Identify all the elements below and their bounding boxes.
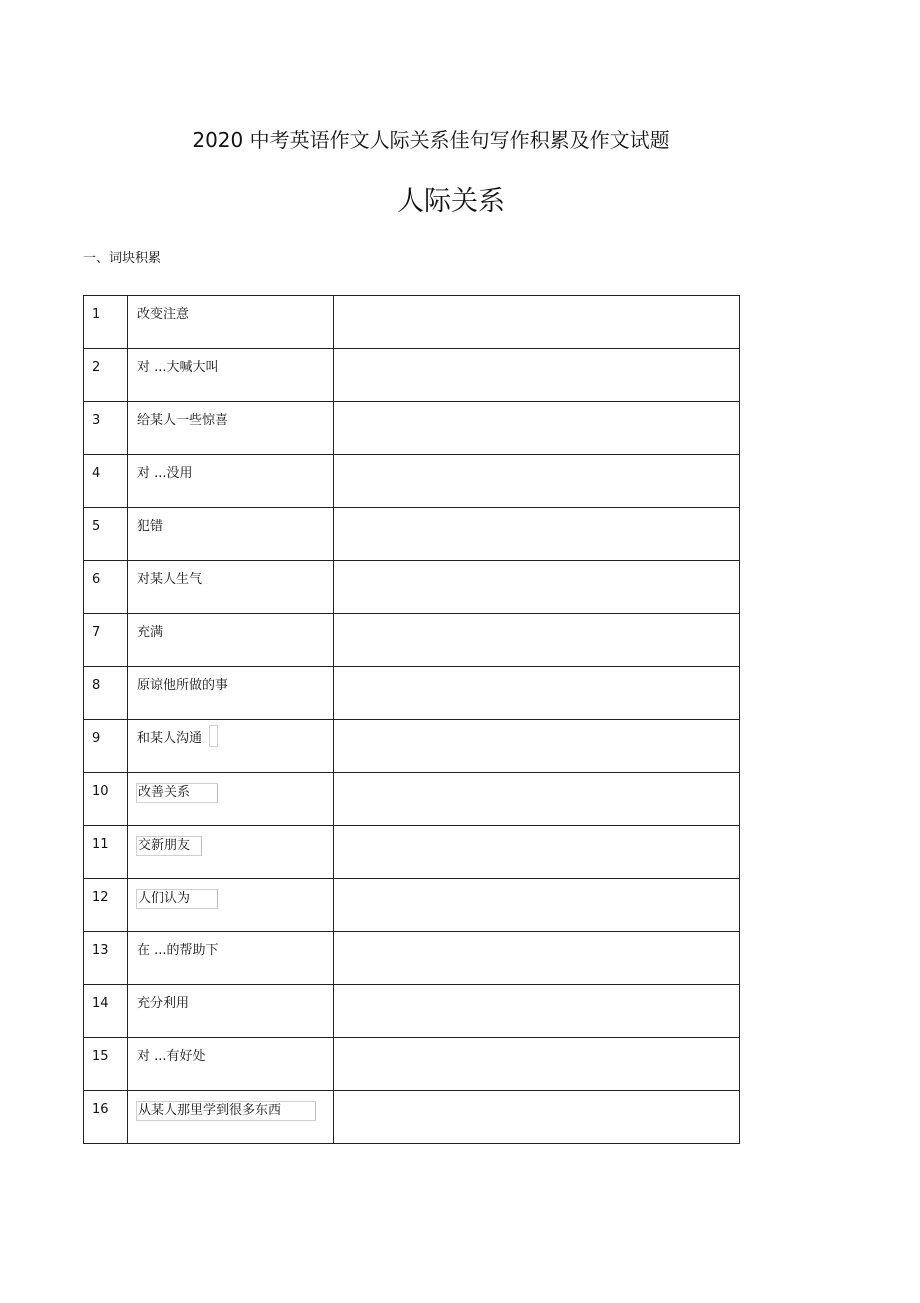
english-answer-cell[interactable] [334, 1091, 740, 1144]
chinese-phrase-cell [128, 508, 334, 561]
table-row [84, 402, 740, 455]
table-row [84, 614, 740, 667]
row-number-cell [84, 614, 128, 667]
row-number: 12 [92, 890, 109, 905]
row-number: 16 [92, 1102, 109, 1117]
row-number-cell [84, 455, 128, 508]
english-answer-cell[interactable] [334, 402, 740, 455]
chinese-phrase-cell [128, 667, 334, 720]
row-number-cell [84, 985, 128, 1038]
chinese-phrase-cell [128, 614, 334, 667]
row-number: 2 [92, 360, 101, 375]
row-number: 15 [92, 1049, 109, 1064]
chinese-phrase: 改变注意 [137, 307, 190, 322]
table-row [84, 296, 740, 349]
row-number-cell [84, 1091, 128, 1144]
row-number-cell [84, 296, 128, 349]
table-row [84, 879, 740, 932]
chinese-phrase: 对 ...没用 [137, 466, 193, 481]
chinese-phrase: 对某人生气 [137, 572, 203, 587]
section-heading: 一、词块积累 [83, 251, 162, 266]
chinese-phrase: 从某人那里学到很多东西 [136, 1101, 316, 1121]
chinese-phrase: 原谅他所做的事 [137, 678, 229, 693]
chinese-phrase-cell [128, 1038, 334, 1091]
english-answer-cell[interactable] [334, 667, 740, 720]
row-number-cell [84, 349, 128, 402]
chinese-phrase: 人们认为 [136, 889, 218, 909]
chinese-phrase: 对 ...大喊大叫 [137, 360, 219, 375]
document-title: 2020 中考英语作文人际关系佳句写作积累及作文试题 [192, 128, 670, 152]
row-number-cell [84, 667, 128, 720]
chinese-phrase-cell [128, 879, 334, 932]
row-number: 4 [92, 466, 101, 481]
chinese-phrase-cell [128, 402, 334, 455]
chinese-phrase-cell [128, 561, 334, 614]
text-box-frame [209, 725, 218, 747]
english-answer-cell[interactable] [334, 614, 740, 667]
chinese-phrase-cell [128, 455, 334, 508]
row-number-cell [84, 561, 128, 614]
row-number-cell [84, 402, 128, 455]
row-number: 10 [92, 784, 109, 799]
row-number: 9 [92, 731, 101, 746]
table-row [84, 1038, 740, 1091]
english-answer-cell[interactable] [334, 879, 740, 932]
chinese-phrase: 给某人一些惊喜 [137, 413, 229, 428]
english-answer-cell[interactable] [334, 296, 740, 349]
table-row [84, 932, 740, 985]
table-row [84, 773, 740, 826]
chinese-phrase-cell [128, 985, 334, 1038]
row-number: 7 [92, 625, 101, 640]
chinese-phrase: 充分利用 [137, 996, 190, 1011]
table-row [84, 826, 740, 879]
row-number: 3 [92, 413, 101, 428]
english-answer-cell[interactable] [334, 773, 740, 826]
table-row [84, 1091, 740, 1144]
row-number: 6 [92, 572, 101, 587]
english-answer-cell[interactable] [334, 349, 740, 402]
chinese-phrase: 改善关系 [136, 783, 218, 803]
chinese-phrase-cell [128, 826, 334, 879]
chinese-phrase-cell [128, 349, 334, 402]
row-number-cell [84, 826, 128, 879]
chinese-phrase-cell [128, 773, 334, 826]
vocab-table [83, 295, 740, 1144]
row-number: 13 [92, 943, 109, 958]
table-row [84, 508, 740, 561]
chinese-phrase: 在 ...的帮助下 [137, 943, 219, 958]
row-number-cell [84, 773, 128, 826]
row-number-cell [84, 720, 128, 773]
chinese-phrase-cell [128, 932, 334, 985]
table-row [84, 667, 740, 720]
chinese-phrase: 和某人沟通 [137, 731, 203, 746]
english-answer-cell[interactable] [334, 932, 740, 985]
english-answer-cell[interactable] [334, 561, 740, 614]
chinese-phrase: 对 ...有好处 [137, 1049, 206, 1064]
row-number: 11 [92, 837, 109, 852]
row-number-cell [84, 508, 128, 561]
english-answer-cell[interactable] [334, 455, 740, 508]
english-answer-cell[interactable] [334, 1038, 740, 1091]
row-number-cell [84, 932, 128, 985]
table-row [84, 349, 740, 402]
row-number: 14 [92, 996, 109, 1011]
row-number: 1 [92, 307, 101, 322]
chinese-phrase: 充满 [137, 625, 164, 640]
row-number-cell [84, 1038, 128, 1091]
table-row [84, 455, 740, 508]
table-row [84, 985, 740, 1038]
chinese-phrase: 犯错 [137, 519, 164, 534]
chinese-phrase-cell [128, 1091, 334, 1144]
row-number: 5 [92, 519, 101, 534]
chinese-phrase-cell [128, 720, 334, 773]
english-answer-cell[interactable] [334, 720, 740, 773]
table-row [84, 720, 740, 773]
document-subtitle: 人际关系 [397, 186, 505, 217]
row-number-cell [84, 879, 128, 932]
row-number: 8 [92, 678, 101, 693]
chinese-phrase: 交新朋友 [136, 836, 202, 856]
english-answer-cell[interactable] [334, 826, 740, 879]
table-row [84, 561, 740, 614]
english-answer-cell[interactable] [334, 985, 740, 1038]
english-answer-cell[interactable] [334, 508, 740, 561]
chinese-phrase-cell [128, 296, 334, 349]
